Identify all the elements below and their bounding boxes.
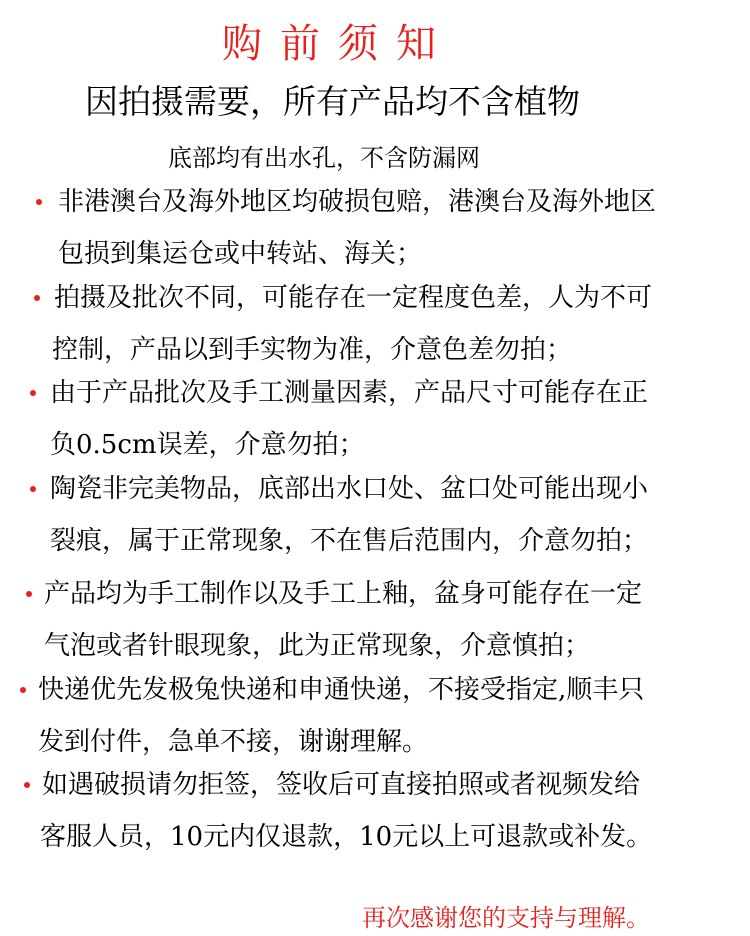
notice-line: 拍摄及批次不同，可能存在一定程度色差，人为不可 — [54, 283, 653, 313]
notice-line: 由于产品批次及手工测量因素，产品尺寸可能存在正 — [50, 378, 649, 408]
notice-line: 快递优先发极兔快递和申通快递，不接受指定,顺丰只 — [38, 675, 645, 705]
bullet-icon — [26, 591, 32, 597]
notice-item-color — [34, 272, 652, 376]
subtitle: 因拍摄需要，所有产品均不含植物 — [85, 82, 580, 121]
notice-item-glaze — [26, 568, 642, 672]
thank-you-footer: 再次感谢您的支持与理解。 — [362, 904, 650, 932]
notice-line: 产品均为手工制作以及手工上釉，盆身可能存在一定 — [44, 579, 643, 609]
bullet-icon — [36, 199, 42, 205]
notice-line: 非港澳台及海外地区均破损包赔，港澳台及海外地区 — [58, 187, 657, 217]
drainage-note: 底部均有出水孔，不含防漏网 — [168, 144, 480, 172]
notice-item-damage — [36, 176, 656, 280]
notice-line: 负0.5cm误差，介意勿拍； — [50, 430, 365, 460]
notice-item-size — [30, 367, 648, 471]
notice-line: 气泡或者针眼现象，此为正常现象，介意慎拍； — [44, 631, 591, 661]
page-title: 购前须知 — [222, 21, 454, 67]
notice-item-shipping — [20, 664, 644, 768]
notice-item-refund — [24, 759, 652, 863]
bullet-icon — [20, 687, 26, 693]
notice-line: 包损到集运仓或中转站、海关； — [58, 239, 423, 269]
notice-line: 陶瓷非完美物品，底部出水口处、盆口处可能出现小 — [50, 474, 649, 504]
bullet-icon — [34, 295, 40, 301]
bullet-icon — [30, 390, 36, 396]
notice-line: 发到付件，急单不接，谢谢理解。 — [38, 727, 429, 757]
bullet-icon — [24, 782, 30, 788]
notice-line: 控制，产品以到手实物为准，介意色差勿拍； — [52, 335, 573, 365]
notice-line: 裂痕，属于正常现象，不在售后范围内，介意勿拍； — [50, 526, 649, 556]
notice-line: 客服人员，10元内仅退款，10元以上可退款或补发。 — [40, 822, 653, 852]
bullet-icon — [30, 486, 36, 492]
notice-item-cracks — [30, 463, 648, 567]
notice-line: 如遇破损请勿拒签，签收后可直接拍照或者视频发给 — [42, 770, 641, 800]
